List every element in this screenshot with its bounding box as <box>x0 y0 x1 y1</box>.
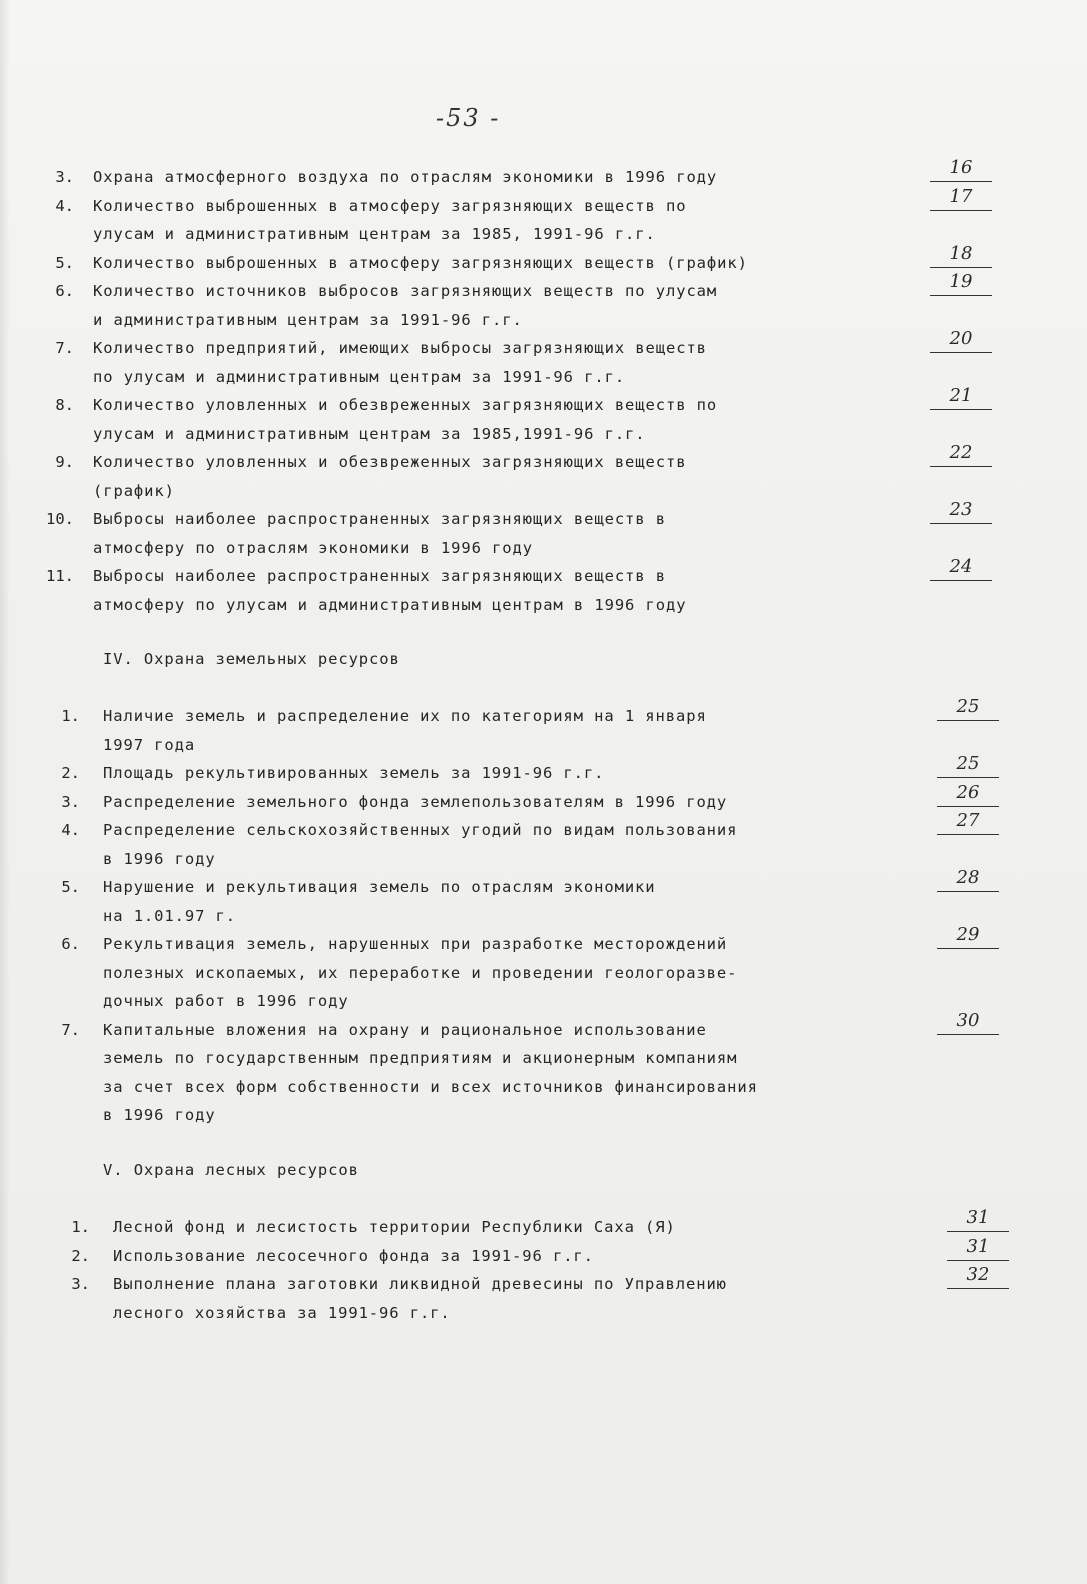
toc-item-title-line: в 1996 году <box>103 849 216 868</box>
toc-item-title-line: улусам и административным центрам за 1985,1991-96 г.г. <box>93 424 646 443</box>
toc-item-title-line: Капитальные вложения на охрану и рациональное использование <box>103 1020 707 1039</box>
toc-item-number: 6. <box>61 935 80 953</box>
toc-item-page: 20 <box>930 328 992 353</box>
toc-item-number: 11. <box>46 567 74 585</box>
toc-item-page: 29 <box>937 924 999 949</box>
toc-item-number: 2. <box>71 1246 90 1265</box>
toc-item-number: 1. <box>61 707 80 725</box>
toc-item-title-line: полезных ископаемых, их переработке и проведении геологоразве- <box>103 963 738 982</box>
toc-item-number: 6. <box>55 282 74 300</box>
toc-item-title-line: атмосферу по улусам и административным центрам в 1996 году <box>93 595 687 614</box>
toc-item-title-line: на 1.01.97 г. <box>103 906 237 925</box>
scan-edge-shadow <box>0 0 10 1584</box>
toc-item-page: 31 <box>947 1207 1009 1232</box>
toc-item-title-line: Рекультивация земель, нарушенных при разработке месторождений <box>103 935 728 953</box>
toc-item-number: 3. <box>55 168 74 186</box>
toc-item-number: 8. <box>55 396 74 414</box>
toc-item-title-line: Охрана атмосферного воздуха по отраслям экономики в 1996 году <box>93 168 718 186</box>
toc-item-title-line: Количество выброшенных в атмосферу загрязняющих веществ (график) <box>93 253 748 272</box>
toc-item-title-line: лесного хозяйства за 1991-96 г.г. <box>113 1303 451 1322</box>
toc-item-page: 27 <box>937 810 999 835</box>
toc-item-title-line: (график) <box>93 481 175 500</box>
toc-item-page: 32 <box>947 1264 1009 1289</box>
toc-item-page: 22 <box>930 442 992 467</box>
toc-item-title-line: за счет всех форм собственности и всех источников финансирования <box>103 1077 758 1096</box>
section-land-heading: IV. Охрана земельных ресурсов <box>103 650 400 668</box>
toc-item-number: 10. <box>46 510 74 528</box>
toc-item-page: 31 <box>947 1236 1009 1261</box>
toc-item-title-line: земель по государственным предприятиям и акционерным компаниям <box>103 1049 738 1067</box>
toc-item-title-line: Количество предприятий, имеющих выбросы загрязняющих веществ <box>93 339 707 357</box>
toc-item-title-line: в 1996 году <box>103 1106 216 1124</box>
toc-item-number: 4. <box>55 196 74 215</box>
toc-item-title-line: атмосферу по отраслям экономики в 1996 году <box>93 538 533 557</box>
toc-item-title-line: Площадь рекультивированных земель за 1991-96 г.г. <box>103 764 605 782</box>
toc-item-number: 4. <box>61 821 80 839</box>
toc-item-number: 3. <box>61 792 80 811</box>
toc-item-title-line: Использование лесосечного фонда за 1991-96 г.г. <box>113 1246 594 1265</box>
toc-item-title-line: Количество уловленных и обезвреженных загрязняющих веществ по <box>93 396 718 414</box>
toc-item-number: 5. <box>55 253 74 272</box>
toc-item-title-line: Количество источников выбросов загрязняющих веществ по улусам <box>93 282 718 300</box>
toc-item-page: 19 <box>930 271 992 296</box>
toc-item-page: 21 <box>930 385 992 410</box>
toc-item-title-line: Нарушение и рекультивация земель по отраслям экономики <box>103 878 656 896</box>
toc-item-title-line: Выполнение плана заготовки ликвидной древесины по Управлению <box>113 1275 727 1293</box>
toc-item-page: 25 <box>937 696 999 721</box>
toc-item-number: 1. <box>71 1218 90 1236</box>
toc-item-page: 16 <box>930 157 992 182</box>
toc-item-title-line: Распределение земельного фонда землепользователям в 1996 году <box>103 792 728 811</box>
toc-item-page: 26 <box>937 782 999 807</box>
toc-item-number: 7. <box>55 339 74 357</box>
toc-item-number: 2. <box>61 764 80 782</box>
toc-item-title-line: Распределение сельскохозяйственных угодий по видам пользования <box>103 821 738 839</box>
toc-item-title-line: Наличие земель и распределение их по категориям на 1 января <box>103 707 707 725</box>
toc-item-title-line: Выбросы наиболее распространенных загрязняющих веществ в <box>93 510 666 528</box>
toc-item-title-line: по улусам и административным центрам за 1991-96 г.г. <box>93 367 626 386</box>
toc-item-title-line: Лесной фонд и лесистость территории Республики Саха (Я) <box>113 1218 676 1236</box>
toc-item-page: 18 <box>930 243 992 268</box>
toc-item-title-line: 1997 года <box>103 735 196 754</box>
toc-item-title-line: Количество уловленных и обезвреженных загрязняющих веществ <box>93 453 687 471</box>
section-forest-heading: V. Охрана лесных ресурсов <box>103 1161 359 1179</box>
page-number: -53 - <box>436 104 501 132</box>
toc-item-page: 28 <box>937 867 999 892</box>
toc-item-title-line: и административным центрам за 1991-96 г.г. <box>93 310 523 329</box>
toc-item-page: 25 <box>937 753 999 778</box>
toc-item-number: 9. <box>55 453 74 471</box>
toc-item-number: 7. <box>61 1020 80 1039</box>
toc-item-title-line: Выбросы наиболее распространенных загрязняющих веществ в <box>93 567 666 585</box>
toc-item-title-line: улусам и административным центрам за 1985, 1991-96 г.г. <box>93 225 656 243</box>
toc-item-title-line: дочных работ в 1996 году <box>103 992 349 1010</box>
toc-item-page: 17 <box>930 186 992 211</box>
toc-item-title-line: Количество выброшенных в атмосферу загрязняющих веществ по <box>93 196 687 215</box>
toc-item-page: 23 <box>930 499 992 524</box>
toc-item-page: 30 <box>937 1010 999 1035</box>
toc-item-page: 24 <box>930 556 992 581</box>
toc-item-number: 5. <box>61 878 80 896</box>
toc-item-number: 3. <box>71 1275 90 1293</box>
